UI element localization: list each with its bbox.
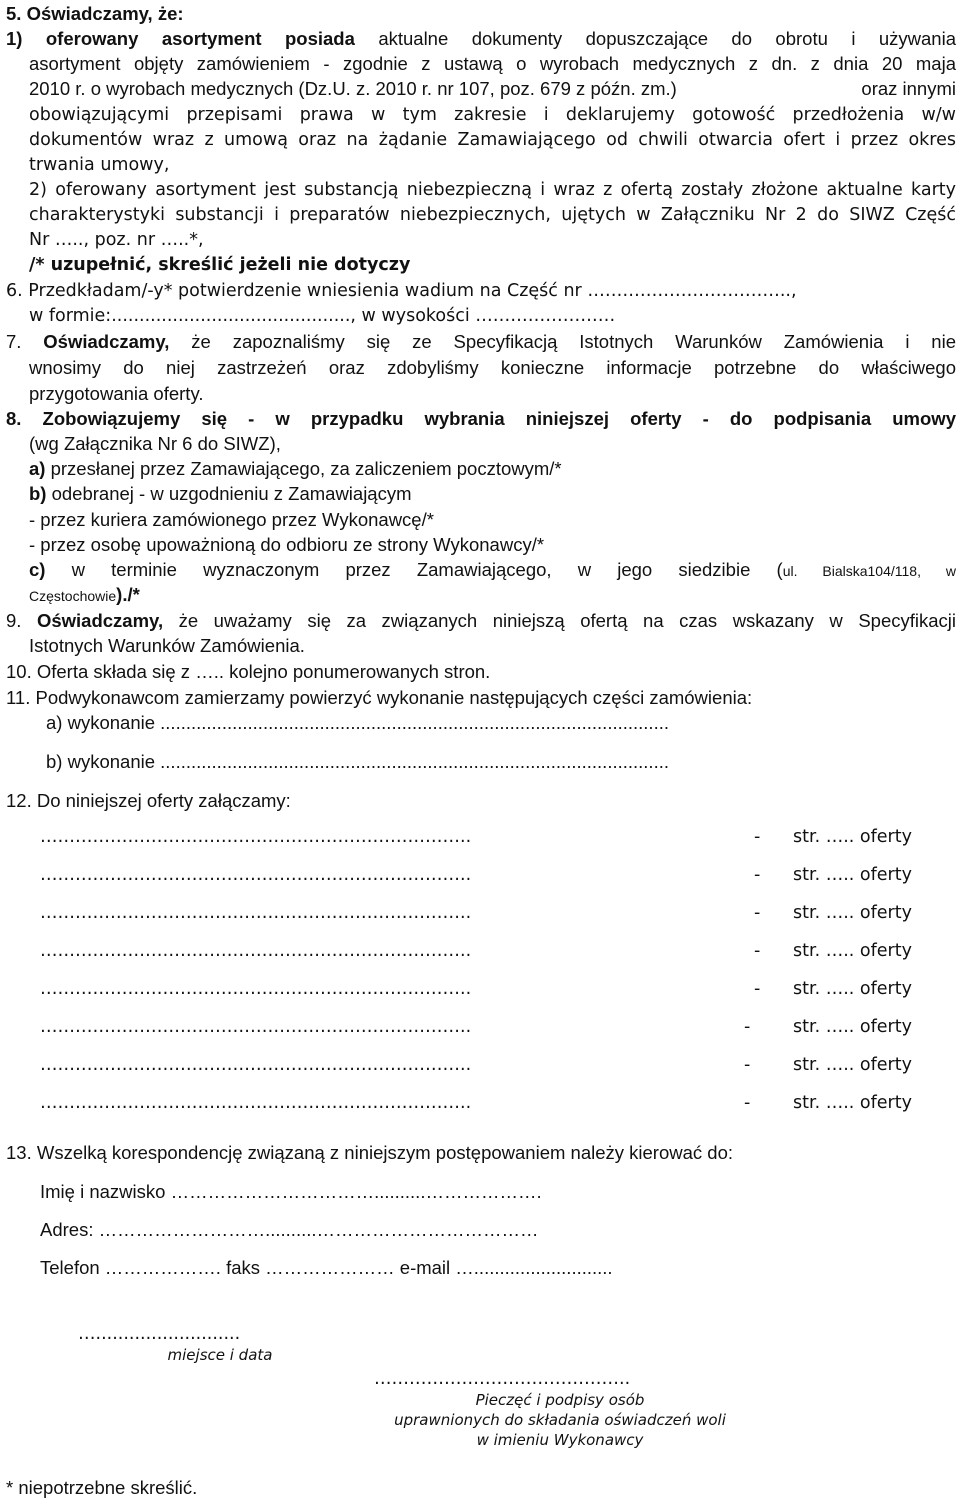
section-8-option-a — [29, 457, 562, 481]
section-7-line-3: przygotowania oferty. — [29, 383, 204, 404]
attachment-name: ……………………………………………………………….. — [40, 1055, 472, 1075]
section-8-option-a-text: przesłanej przez Zamawiającego, za zaliczeniem pocztowym/* — [45, 458, 562, 479]
section-6-line-1: 6. Przedkładam/-y* potwierdzenie wniesienia wadium na Część nr …………………………….., — [6, 281, 797, 301]
attachment-dash: - — [754, 903, 761, 923]
attachment-name: ……………………………………………………………….. — [40, 941, 472, 961]
section-7-bold: Oświadczamy, — [43, 331, 170, 352]
section-8-courier: - przez kuriera zamówionego przez Wykonawcę/* — [29, 509, 434, 530]
attachment-page: str. ….. oferty — [793, 865, 912, 885]
section-8-option-c-label: c) — [29, 559, 46, 580]
section-9-bold: Oświadczamy, — [36, 610, 164, 631]
section-8-option-c-text: w terminie wyznaczonym przez Zamawiającego, w jego siedzibie ( — [45, 559, 783, 580]
section-11-item-b: b) wykonanie ................................................................................................... — [46, 751, 669, 772]
section-7-number: 7. — [6, 331, 44, 352]
section-5-line-3b: oraz innymi — [861, 78, 956, 99]
attachment-page: str. ….. oferty — [793, 941, 912, 961]
contact-name: Imię i nazwisko ……………………………..........………………. — [40, 1181, 542, 1202]
section-5-line-3a: 2010 r. o wyrobach medycznych (Dz.U. z. 2010 r. nr 107, poz. 679 z późn. zm.) — [29, 78, 677, 99]
attachment-name: ……………………………………………………………….. — [40, 903, 472, 923]
section-9-number: 9. — [6, 610, 37, 631]
section-5-line-3 — [29, 77, 956, 101]
section-9-line-1-rest: że uważamy się za związanych niniejszą ofertą na czas wskazany w Specyfikacji — [163, 610, 956, 631]
section-8-option-a-label: a) — [29, 458, 46, 479]
section-9-line-2: Istotnych Warunków Zamówienia. — [29, 635, 305, 656]
attachment-dash: - — [744, 1055, 751, 1075]
signature-caption-3: w imieniu Wykonawcy — [476, 1431, 644, 1449]
signature-dots: …………………………………….. — [374, 1369, 631, 1389]
section-5-line-4: obowiązującymi przepisami prawa w tym zakresie i deklarujemy gotowość przedłożenia w/w — [29, 105, 956, 125]
section-8-option-c — [29, 558, 956, 583]
section-6-line-2: w formie:..........................................., w wysokości …………………… — [29, 306, 616, 326]
attachment-name: ……………………………………………………………….. — [40, 865, 472, 885]
section-5-line-7: 2) oferowany asortyment jest substancją niebezpieczną i wraz z ofertą zostały złożone aktualne karty — [29, 180, 956, 200]
section-5-bold-lead: 1) oferowany asortyment posiada — [6, 28, 355, 49]
section-7-line-1-rest: że zapoznaliśmy się ze Specyfikacją Istotnych Warunków Zamówienia i nie — [169, 331, 956, 352]
attachment-name: ……………………………………………………………….. — [40, 1017, 472, 1037]
attachment-dash: - — [754, 941, 761, 961]
attachment-name: ……………………………………………………………….. — [40, 1093, 472, 1113]
section-8-line-1: (wg Załącznika Nr 6 do SIWZ), — [29, 433, 281, 454]
section-8-option-c-end: )./* — [116, 584, 140, 605]
attachment-page: str. ….. oferty — [793, 979, 912, 999]
attachment-dash: - — [744, 1093, 751, 1113]
attachment-page: str. ….. oferty — [793, 903, 912, 923]
section-5-note: /* uzupełnić, skreślić jeżeli nie dotyczy — [29, 255, 411, 275]
signature-caption-1: Pieczęć i podpisy osób — [475, 1391, 645, 1409]
attachment-dash: - — [754, 865, 761, 885]
section-8-option-b-text: odebranej - w uzgodnieniu z Zamawiającym — [46, 483, 412, 504]
section-8-option-c-cont — [29, 583, 140, 608]
attachment-name: ……………………………………………………………….. — [40, 979, 472, 999]
contact-address: Adres: ………………………..........……………………………… — [40, 1219, 539, 1240]
section-11-title: 11. Podwykonawcom zamierzamy powierzyć wykonanie następujących części zamówienia: — [6, 687, 753, 708]
section-5-line-5: dokumentów wraz z umową oraz na żądanie Zamawiającego od chwili otwarcia ofert i przez okres — [29, 130, 956, 150]
section-5-line-2: asortyment objęty zamówieniem - zgodnie z ustawą o wyrobach medycznych z dn. z dnia 20 maja — [29, 53, 956, 74]
section-11-item-a: a) wykonanie ................................................................................................... — [46, 712, 669, 733]
section-5-line-9: Nr ….., poz. nr …..*, — [29, 230, 204, 250]
section-12-title: 12. Do niniejszej oferty załączamy: — [6, 790, 291, 811]
attachment-page: str. ….. oferty — [793, 1055, 912, 1075]
attachment-dash: - — [754, 827, 761, 847]
section-7-line-2: wnosimy do niej zastrzeżeń oraz zdobyliśmy konieczne informacje potrzebne do właściwego — [29, 357, 956, 378]
section-8-person: - przez osobę upoważnioną do odbioru ze strony Wykonawcy/* — [29, 534, 545, 555]
section-8-city: Częstochowie — [29, 588, 117, 604]
section-8-title: 8. Zobowiązujemy się - w przypadku wybrania niniejszej oferty - do podpisania umowy — [6, 408, 956, 429]
section-8-option-c-address: ul. Bialska104/118, w — [782, 563, 956, 579]
place-date-caption: miejsce i data — [167, 1346, 273, 1364]
section-9-line-1 — [6, 609, 956, 633]
section-5-line-1 — [6, 27, 956, 51]
section-5-line-1-rest: aktualne dokumenty dopuszczające do obrotu i używania — [354, 28, 956, 49]
section-7-line-1 — [6, 330, 956, 354]
attachment-page: str. ….. oferty — [793, 1093, 912, 1113]
place-date-dots: ….......................... — [78, 1324, 241, 1344]
section-8-option-b-label: b) — [29, 483, 47, 504]
section-5-title: 5. Oświadczamy, że: — [6, 3, 184, 24]
attachment-page: str. ….. oferty — [793, 1017, 912, 1037]
section-5-line-6: trwania umowy, — [29, 155, 170, 175]
signature-caption-2: uprawnionych do składania oświadczeń woli — [394, 1411, 726, 1429]
section-5-line-8: charakterystyki substancji i preparatów niebezpiecznych, ujętych w Załączniku Nr 2 do SIWZ Część — [29, 205, 956, 225]
section-13-title: 13. Wszelką korespondencję związaną z niniejszym postępowaniem należy kierować do: — [6, 1142, 734, 1163]
section-8-option-b — [29, 482, 412, 506]
attachment-name: ……………………………………………………………….. — [40, 827, 472, 847]
attachment-page: str. ….. oferty — [793, 827, 912, 847]
attachment-dash: - — [754, 979, 761, 999]
attachment-dash: - — [744, 1017, 751, 1037]
contact-phone-fax-email: Telefon ………………. faks ………………… e-mail …........................... — [40, 1257, 613, 1278]
section-10: 10. Oferta składa się z ….. kolejno ponumerowanych stron. — [6, 661, 491, 682]
footnote: * niepotrzebne skreślić. — [6, 1477, 198, 1498]
